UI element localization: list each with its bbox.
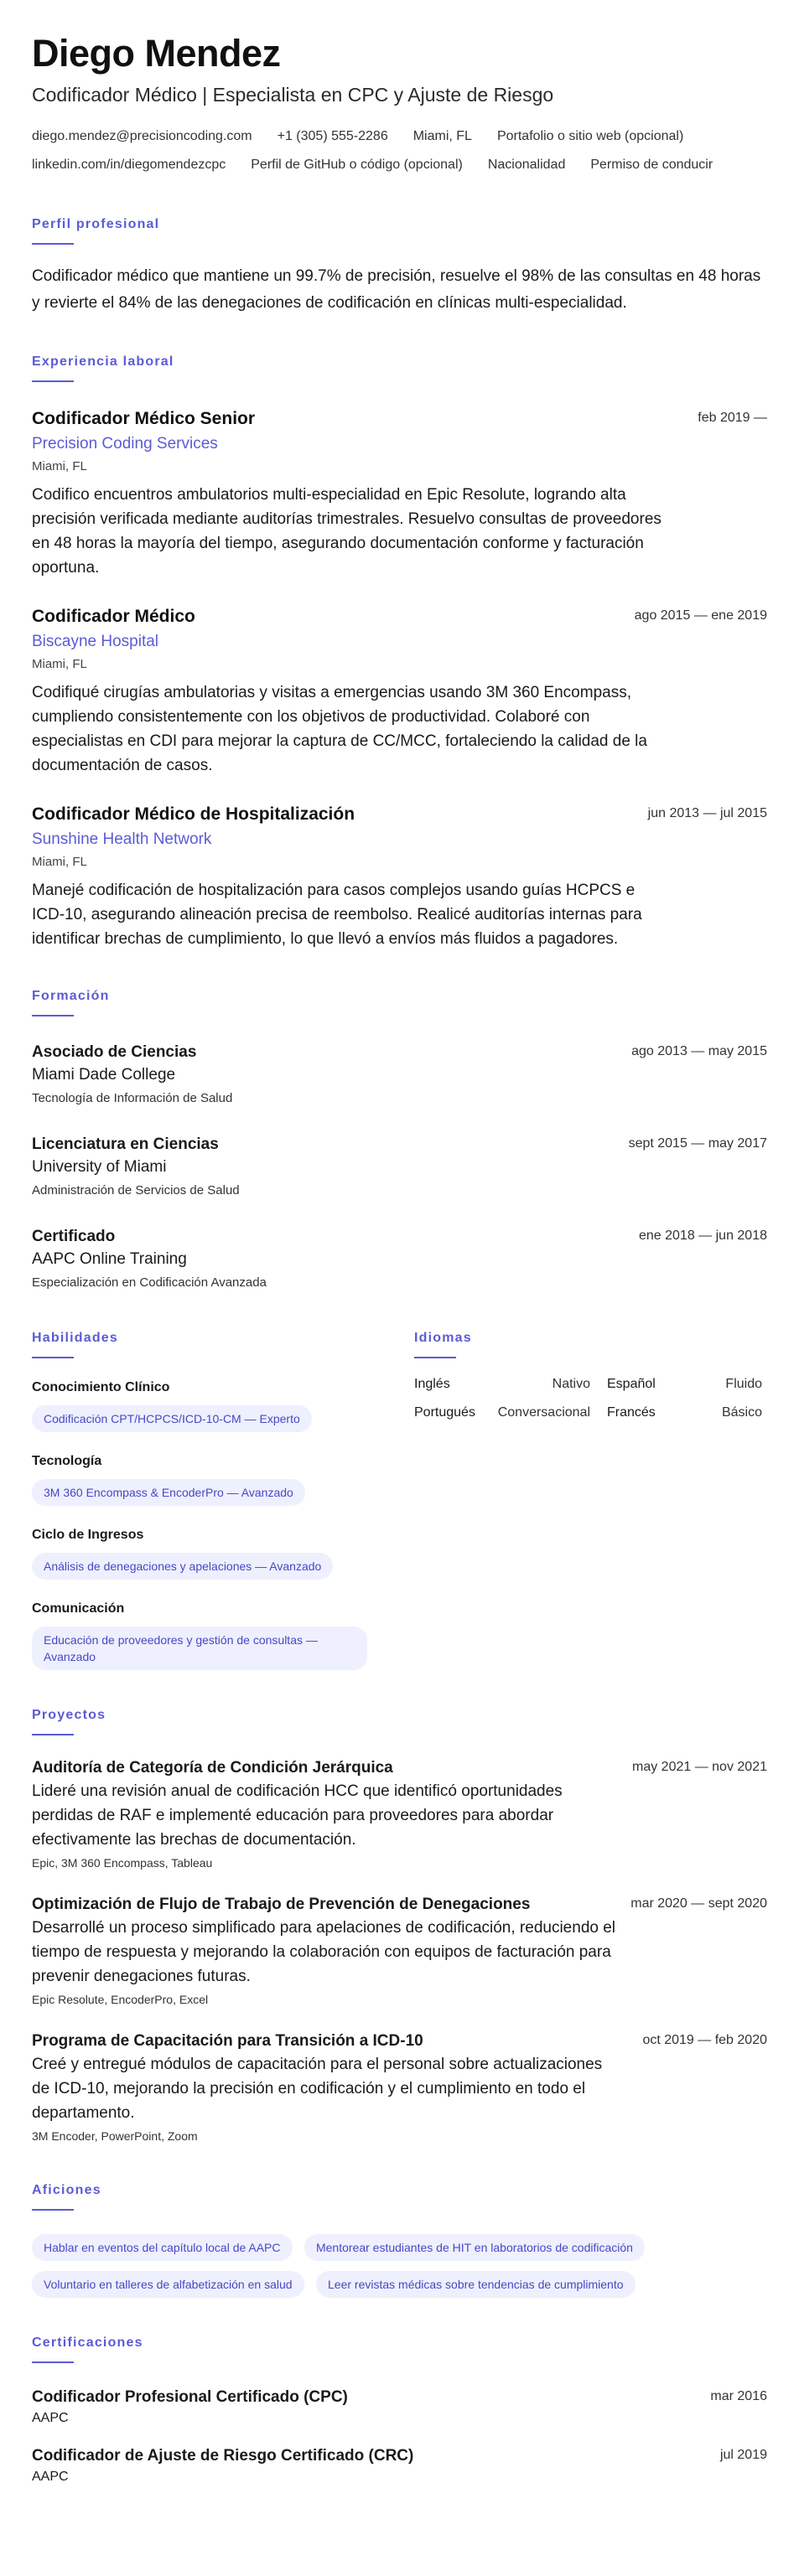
language-level: Conversacional <box>497 1405 590 1420</box>
education-date: ago 2013 — may 2015 <box>631 1044 767 1058</box>
project-keywords: Epic, 3M 360 Encompass, Tableau <box>32 1856 213 1870</box>
hobby-list <box>32 2224 719 2298</box>
skill-name: Tecnología <box>32 1454 102 1468</box>
section-divider <box>32 1015 74 1016</box>
education-section <box>32 988 767 1293</box>
education-entry <box>32 1134 767 1201</box>
experience-section <box>32 354 767 951</box>
skill-group <box>32 1452 382 1506</box>
candidate-name: Diego Mendez <box>32 32 281 75</box>
job-entry <box>32 605 767 778</box>
job-date: ago 2015 — ene 2019 <box>634 608 767 623</box>
job-date: jun 2013 — jul 2015 <box>647 806 767 820</box>
education-area: Administración de Servicios de Salud <box>32 1183 240 1197</box>
job-location: Miami, FL <box>32 855 87 869</box>
section-title: Formación <box>32 989 110 1003</box>
section-divider <box>32 2361 74 2363</box>
contact-driving-license: Permiso de conducir <box>590 158 713 172</box>
education-area: Especialización en Codificación Avanzada <box>32 1275 267 1290</box>
section-divider <box>32 243 74 245</box>
language-name: Francés <box>607 1405 656 1420</box>
education-entry <box>32 1226 767 1293</box>
job-location: Miami, FL <box>32 459 87 473</box>
project-entry <box>32 2030 767 2145</box>
section-divider <box>414 1357 456 1358</box>
skill-name: Comunicación <box>32 1601 125 1616</box>
project-description: Creé y entregué módulos de capacitación para el personal sobre actualizaciones de ICD-10, mejorando la precisión en codificación y el cumplimiento en todo el departamento. <box>32 2056 603 2122</box>
project-entry <box>32 1894 767 2009</box>
job-company: Sunshine Health Network <box>32 830 212 848</box>
education-school: University of Miami <box>32 1158 167 1176</box>
contact-github[interactable]: Perfil de GitHub o código (opcional) <box>251 158 463 172</box>
hobbies-section <box>32 2182 767 2298</box>
project-description: Desarrollé un proceso simplificado para apelaciones de codificación, reduciendo el tiempo de respuesta y mejorando la colaboración con equipos de facturación para prevenir denegaciones futuras. <box>32 1919 616 1985</box>
certification-entry <box>32 2445 767 2487</box>
section-title: Idiomas <box>414 1331 472 1345</box>
skills-languages-row <box>32 1330 767 1670</box>
skill-chip: Educación de proveedores y gestión de consultas — Avanzado <box>32 1627 367 1670</box>
skill-chip: 3M 360 Encompass & EncoderPro — Avanzado <box>32 1479 305 1506</box>
skill-name: Ciclo de Ingresos <box>32 1528 144 1542</box>
section-divider <box>32 1357 74 1358</box>
job-company: Precision Coding Services <box>32 435 218 453</box>
contact-website[interactable]: Portafolio o sitio web (opcional) <box>496 129 684 143</box>
section-divider <box>32 380 74 382</box>
section-title: Habilidades <box>32 1331 119 1345</box>
hobby-chip: Mentorear estudiantes de HIT en laboratorios de codificación <box>304 2234 645 2261</box>
contact-info <box>32 122 767 179</box>
contact-phone[interactable]: +1 (305) 555-2286 <box>277 129 388 143</box>
job-entry <box>32 803 767 951</box>
section-divider <box>32 2209 74 2211</box>
candidate-headline: Codificador Médico | Especialista en CPC y Ajuste de Riesgo <box>32 84 554 106</box>
contact-linkedin[interactable]: linkedin.com/in/diegomendezcpc <box>32 158 226 172</box>
project-description: Lideré una revisión anual de codificación HCC que identificó oportunidades perdidas de RAF e implementé educación para proveedores para abordar efectivamente las brechas de documentación. <box>32 1782 563 1849</box>
project-date: may 2021 — nov 2021 <box>632 1760 767 1774</box>
section-title: Aficiones <box>32 2183 101 2197</box>
project-keywords: 3M Encoder, PowerPoint, Zoom <box>32 2129 198 2143</box>
job-description: Codifico encuentros ambulatorios multi-especialidad en Epic Resolute, logrando alta precisión verificada mediante auditorías trimestrales. Resuelvo consultas de proveedores en 48 horas la mayoría del tiempo, asegurando documentación conforme y facturación oportuna. <box>32 486 662 577</box>
skill-chip: Análisis de denegaciones y apelaciones — Avanzado <box>32 1553 333 1580</box>
language-name: Portugués <box>414 1405 475 1420</box>
language-level: Fluido <box>725 1377 762 1391</box>
section-title: Proyectos <box>32 1708 106 1722</box>
contact-location: Miami, FL <box>412 129 472 143</box>
language-level: Básico <box>721 1405 762 1420</box>
section-title: Perfil profesional <box>32 217 160 231</box>
project-title: Auditoría de Categoría de Condición Jerárquica <box>32 1759 393 1777</box>
hobby-chip: Hablar en eventos del capítulo local de AAPC <box>32 2234 293 2261</box>
education-school: AAPC Online Training <box>32 1250 187 1268</box>
certification-name: Codificador de Ajuste de Riesgo Certificado (CRC) <box>32 2447 414 2465</box>
skill-group <box>32 1379 382 1432</box>
summary-section <box>32 216 767 317</box>
language-level: Nativo <box>552 1377 590 1391</box>
hobby-chip: Voluntario en talleres de alfabetización en salud <box>32 2271 304 2298</box>
education-area: Tecnología de Información de Salud <box>32 1091 233 1105</box>
education-degree: Licenciatura en Ciencias <box>32 1135 219 1153</box>
section-title: Certificaciones <box>32 2335 143 2350</box>
contact-email[interactable]: diego.mendez@precisioncoding.com <box>32 129 252 143</box>
job-description: Codifiqué cirugías ambulatorias y visitas a emergencias usando 3M 360 Encompass, cumpliendo consistentemente con los objetivos de productividad. Colaboré con especialistas en CDI para mejorar la captura de CC/MCC, fortaleciendo la calidad de la documentación de casos. <box>32 684 647 774</box>
education-degree: Certificado <box>32 1228 116 1245</box>
education-entry <box>32 1042 767 1109</box>
certification-date: mar 2016 <box>710 2389 767 2403</box>
certification-date: jul 2019 <box>719 2448 767 2462</box>
certification-entry <box>32 2387 767 2429</box>
job-entry <box>32 407 767 580</box>
resume-header <box>32 32 767 179</box>
section-title: Experiencia laboral <box>32 354 174 369</box>
education-degree: Asociado de Ciencias <box>32 1043 197 1061</box>
skill-group <box>32 1600 382 1670</box>
job-title: Codificador Médico Senior <box>32 409 256 428</box>
languages-section <box>414 1330 767 1670</box>
summary-text: Codificador médico que mantiene un 99.7% de precisión, resuelve el 98% de las consultas en 48 horas y revierte el 84% de las denegaciones de codificación en clínicas multi-especialidad. <box>32 267 761 312</box>
skill-name: Conocimiento Clínico <box>32 1380 170 1394</box>
project-date: oct 2019 — feb 2020 <box>642 2033 767 2047</box>
certifications-section <box>32 2335 767 2487</box>
certification-issuer: AAPC <box>32 2411 69 2425</box>
project-entry <box>32 1757 767 1872</box>
job-title: Codificador Médico de Hospitalización <box>32 804 355 824</box>
education-school: Miami Dade College <box>32 1066 176 1084</box>
certification-issuer: AAPC <box>32 2470 69 2484</box>
certification-name: Codificador Profesional Certificado (CPC) <box>32 2388 348 2406</box>
job-location: Miami, FL <box>32 657 87 671</box>
education-date: ene 2018 — jun 2018 <box>638 1229 767 1243</box>
language-name: Español <box>607 1377 656 1391</box>
language-name: Inglés <box>414 1377 450 1391</box>
project-title: Programa de Capacitación para Transición a ICD-10 <box>32 2032 423 2050</box>
skills-section <box>32 1330 382 1670</box>
skill-chip: Codificación CPT/HCPCS/ICD-10-CM — Experto <box>32 1405 312 1432</box>
education-date: sept 2015 — may 2017 <box>628 1136 767 1151</box>
job-date: feb 2019 — <box>698 411 767 425</box>
job-description: Manejé codificación de hospitalización para casos complejos usando guías HCPCS e ICD-10, asegurando alineación precisa de reembolso. Realicé auditorías internas para identificar brechas de cumplimiento, lo que llevó a envíos más fluidos a pagadores. <box>32 882 642 948</box>
job-company: Biscayne Hospital <box>32 633 159 650</box>
contact-nationality: Nacionalidad <box>487 158 566 172</box>
hobby-chip: Leer revistas médicas sobre tendencias de cumplimiento <box>316 2271 636 2298</box>
skill-group <box>32 1526 382 1580</box>
projects-section <box>32 1707 767 2145</box>
project-title: Optimización de Flujo de Trabajo de Prevención de Denegaciones <box>32 1896 531 1913</box>
project-date: mar 2020 — sept 2020 <box>630 1896 767 1911</box>
project-keywords: Epic Resolute, EncoderPro, Excel <box>32 1993 209 2006</box>
section-divider <box>32 1734 74 1735</box>
job-title: Codificador Médico <box>32 607 195 626</box>
languages-grid <box>414 1377 767 1420</box>
